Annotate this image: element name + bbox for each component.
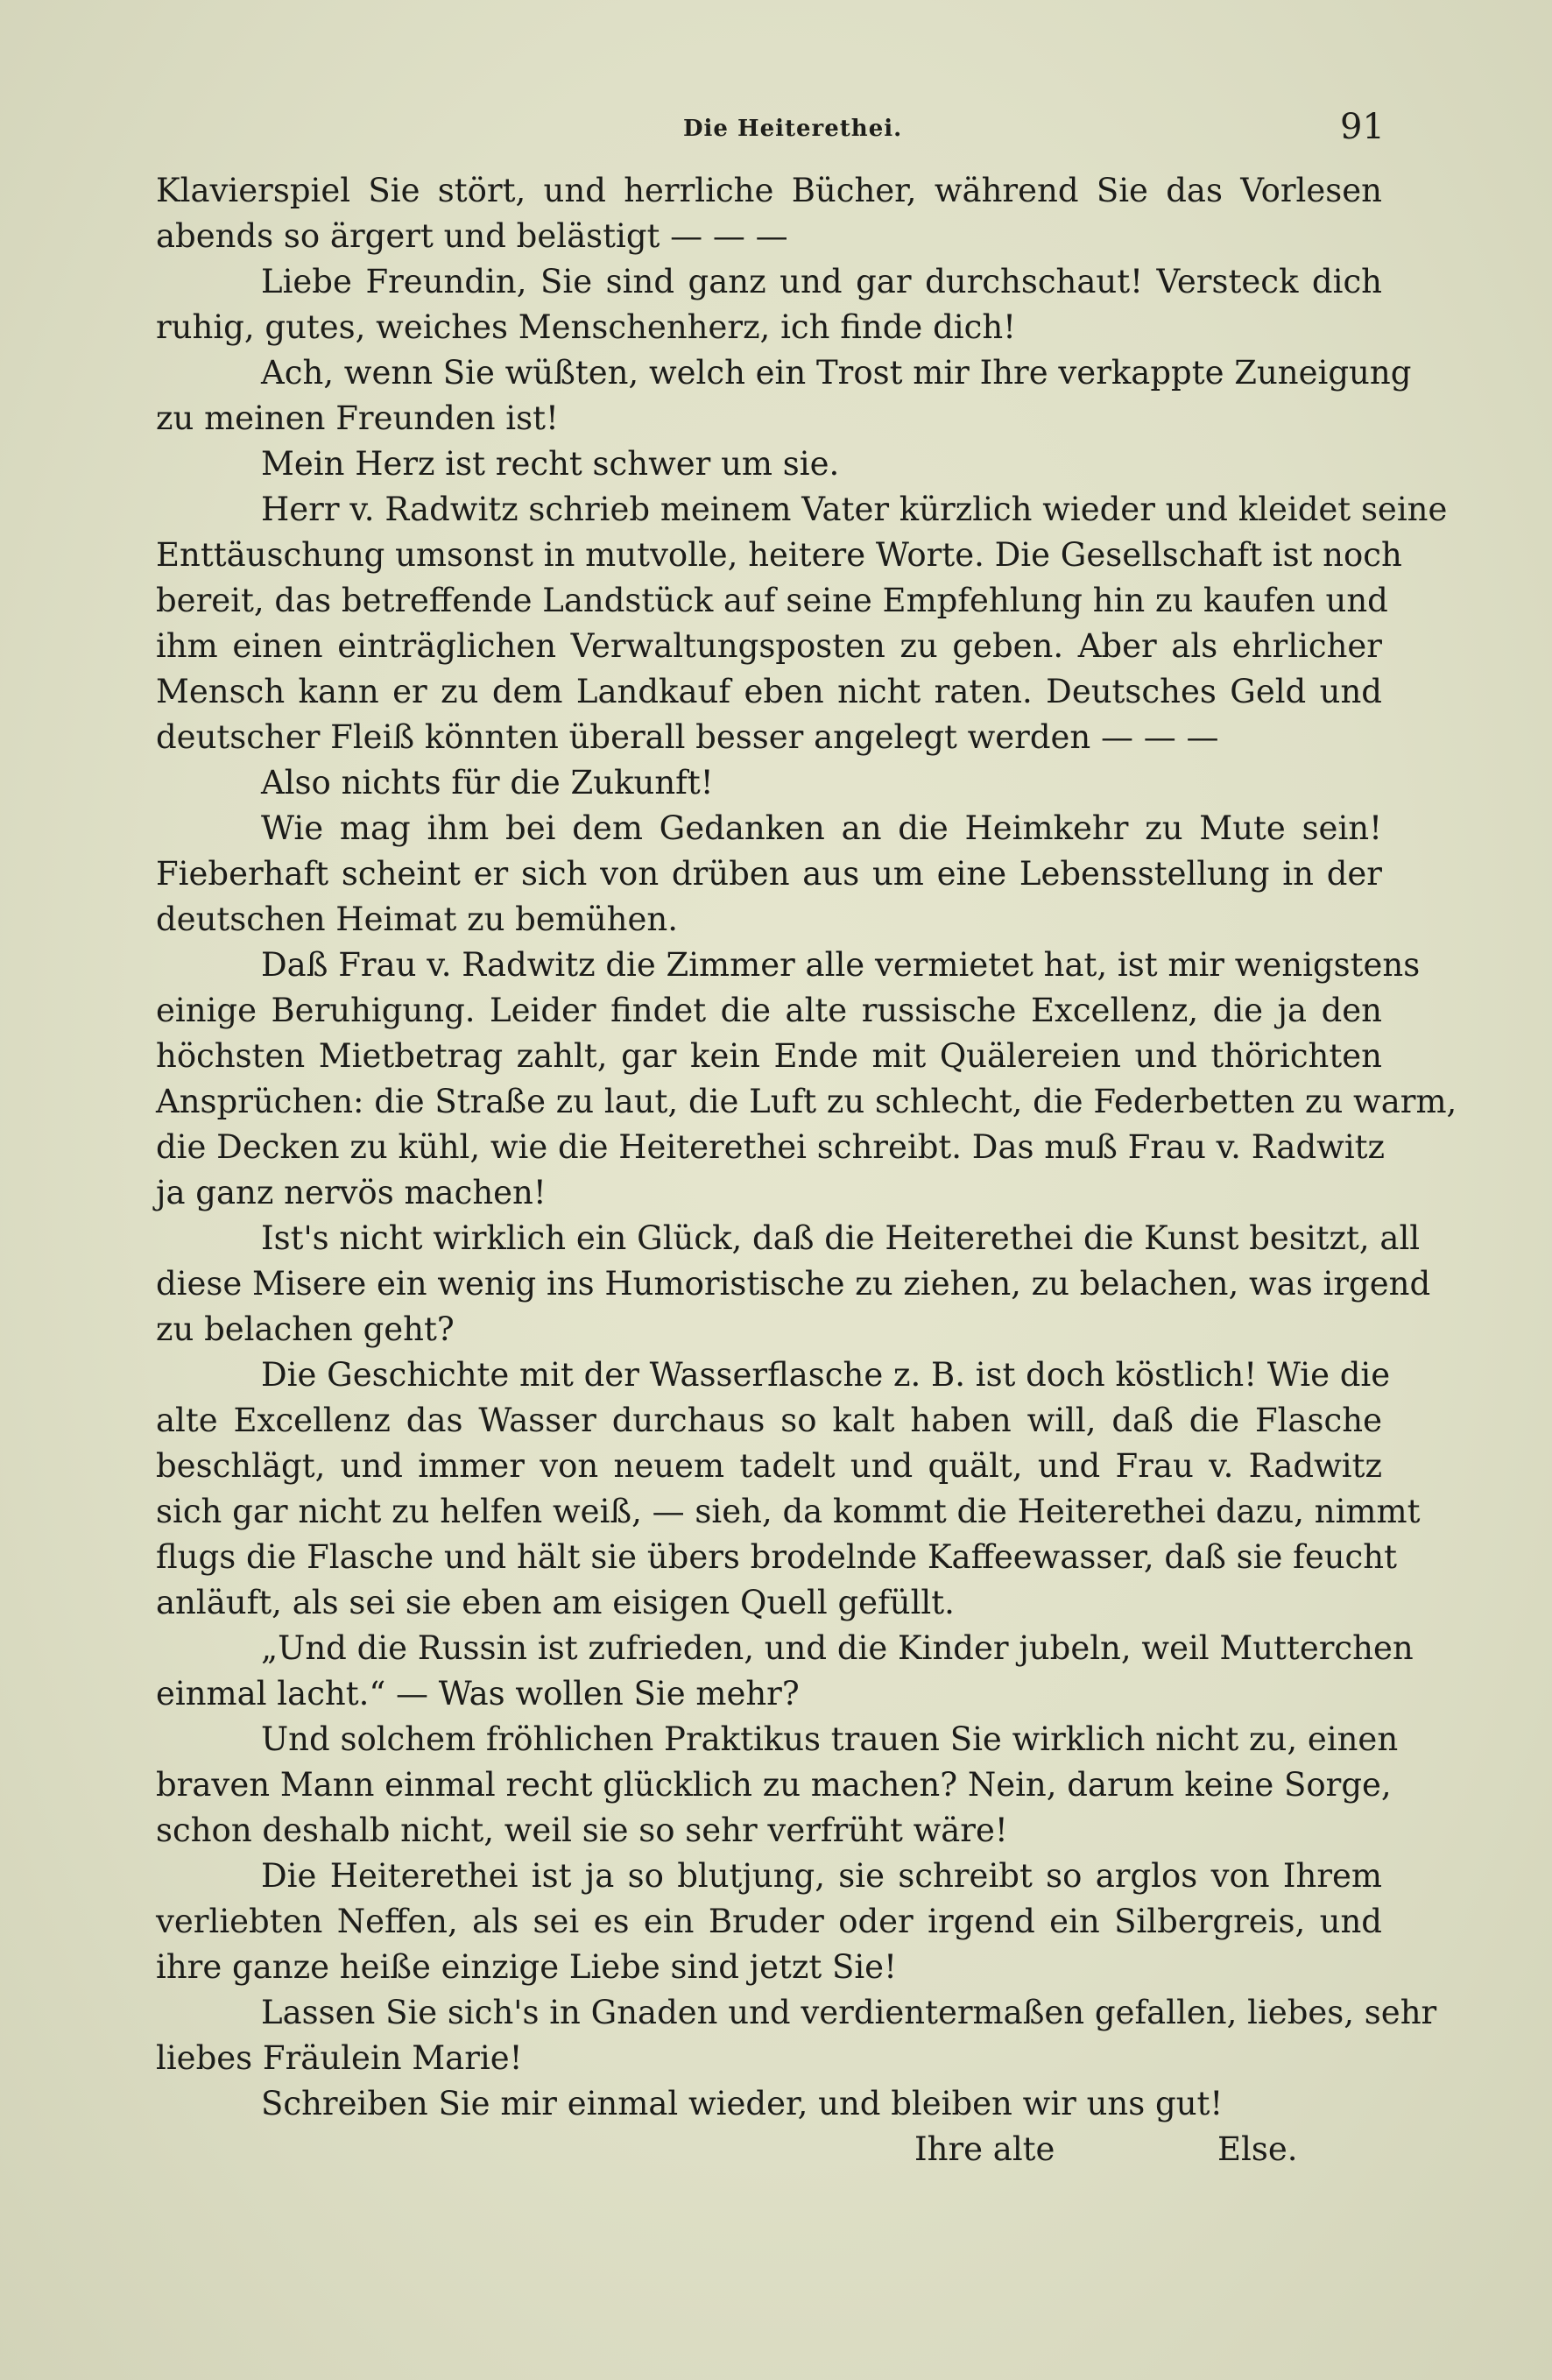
- text-line: einmal lacht.“ — Was wollen Sie mehr?: [156, 1675, 800, 1713]
- text-line: anläuft, als sei sie eben am eisigen Quell gefüllt.: [156, 1584, 955, 1621]
- text-line: verliebten Neffen, als sei es ein Bruder oder irgend ein Silbergreis, und: [156, 1903, 1382, 1940]
- text-line: Liebe Freundin, Sie sind ganz und gar durchschaut! Versteck dich: [261, 263, 1382, 300]
- page-header: [0, 107, 1552, 159]
- text-line: alte Excellenz das Wasser durchaus so kalt haben will, daß die Flasche: [156, 1402, 1382, 1439]
- text-line: Wie mag ihm bei dem Gedanken an die Heimkehr zu Mute sein!: [261, 809, 1382, 847]
- text-line: Die Geschichte mit der Wasserflasche z. B. ist doch köstlich! Wie die: [261, 1356, 1391, 1394]
- text-line: bereit, das betreffende Landstück auf seine Empfehlung hin zu kaufen und: [156, 582, 1388, 619]
- text-line: sich gar nicht zu helfen weiß, — sieh, da kommt die Heiterethei dazu, nimmt: [156, 1493, 1421, 1530]
- text-line: schon deshalb nicht, weil sie so sehr verfrüht wäre!: [156, 1811, 1008, 1849]
- text-line: Schreiben Sie mir einmal wieder, und bleiben wir uns gut!: [261, 2085, 1224, 2122]
- text-line: ihre ganze heiße einzige Liebe sind jetzt Sie!: [156, 1948, 897, 1986]
- text-line: höchsten Mietbetrag zahlt, gar kein Ende mit Quälereien und thörichten: [156, 1037, 1382, 1075]
- signoff: [156, 2127, 1382, 2172]
- text-line: ihm einen einträglichen Verwaltungsposten zu geben. Aber als ehrlicher: [156, 627, 1382, 665]
- text-line: Ach, wenn Sie wüßten, welch ein Trost mir Ihre verkappte Zuneigung: [261, 354, 1412, 392]
- text-line: ruhig, gutes, weiches Menschenherz, ich finde dich!: [156, 308, 1017, 346]
- text-line: einige Beruhigung. Leider findet die alte russische Excellenz, die ja den: [156, 992, 1382, 1029]
- signoff-name: Else.: [1217, 2130, 1298, 2168]
- text-line: Ist's nicht wirklich ein Glück, daß die Heiterethei die Kunst besitzt, all: [261, 1219, 1421, 1257]
- text-line: „Und die Russin ist zufrieden, und die Kinder jubeln, weil Mutterchen: [261, 1629, 1414, 1667]
- text-line: zu belachen geht?: [156, 1310, 455, 1348]
- text-line: flugs die Flasche und hält sie übers brodelnde Kaffeewasser, daß sie feucht: [156, 1538, 1397, 1576]
- text-line: die Decken zu kühl, wie die Heiterethei schreibt. Das muß Frau v. Radwitz: [156, 1128, 1386, 1166]
- running-title: Die Heiterethei.: [683, 116, 903, 142]
- text-line: abends so ärgert und belästigt — — —: [156, 217, 788, 255]
- text-line: diese Misere ein wenig ins Humoristische zu ziehen, zu belachen, was irgend: [156, 1265, 1431, 1303]
- text-line: Lassen Sie sich's in Gnaden und verdientermaßen gefallen, liebes, sehr: [261, 1994, 1437, 2031]
- text-line: deutschen Heimat zu bemühen.: [156, 900, 678, 938]
- letter-body: [156, 168, 1457, 2172]
- text-line: Und solchem fröhlichen Praktikus trauen Sie wirklich nicht zu, einen: [261, 1720, 1399, 1758]
- text-line: Enttäuschung umsonst in mutvolle, heitere Worte. Die Gesellschaft ist noch: [156, 536, 1402, 574]
- page-number: 91: [1340, 107, 1385, 147]
- text-line: Daß Frau v. Radwitz die Zimmer alle vermietet hat, ist mir wenigstens: [261, 946, 1421, 984]
- text-line: liebes Fräulein Marie!: [156, 2039, 523, 2077]
- text-line: ja ganz nervös machen!: [156, 1174, 547, 1211]
- text-line: Mensch kann er zu dem Landkauf eben nicht raten. Deutsches Geld und: [156, 673, 1382, 710]
- text-line: zu meinen Freunden ist!: [156, 399, 559, 437]
- text-line: Also nichts für die Zukunft!: [261, 764, 714, 802]
- text-line: Mein Herz ist recht schwer um sie.: [261, 445, 840, 483]
- text-line: deutscher Fleiß könnten überall besser angelegt werden — — —: [156, 718, 1219, 756]
- text-line: Herr v. Radwitz schrieb meinem Vater kürzlich wieder und kleidet seine: [261, 491, 1448, 528]
- text-line: beschlägt, und immer von neuem tadelt und quält, und Frau v. Radwitz: [156, 1447, 1382, 1485]
- text-line: braven Mann einmal recht glücklich zu machen? Nein, darum keine Sorge,: [156, 1766, 1392, 1804]
- text-line: Die Heiterethei ist ja so blutjung, sie schreibt so arglos von Ihrem: [261, 1857, 1382, 1895]
- text-line: Klavierspiel Sie stört, und herrliche Bücher, während Sie das Vorlesen: [156, 172, 1382, 209]
- signoff-closing: Ihre alte: [914, 2130, 1055, 2168]
- text-line: Fieberhaft scheint er sich von drüben aus um eine Lebensstellung in der: [156, 855, 1382, 893]
- text-line: Ansprüchen: die Straße zu laut, die Luft zu schlecht, die Federbetten zu warm,: [156, 1083, 1457, 1120]
